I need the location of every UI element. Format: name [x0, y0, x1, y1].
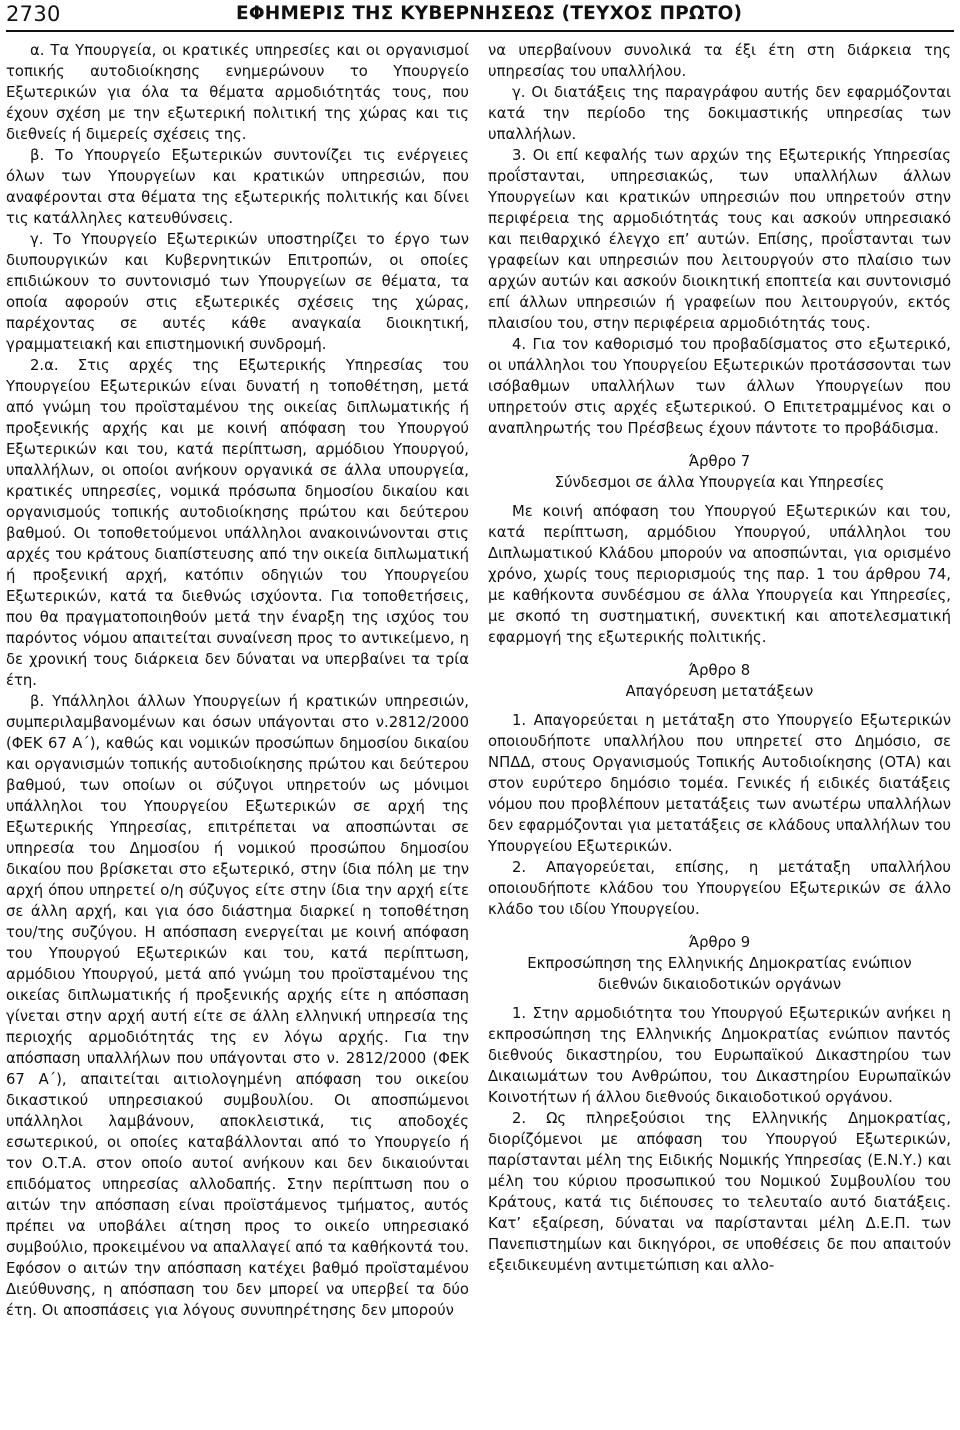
article-8-title: Απαγόρευση μετατάξεων — [625, 683, 814, 700]
paragraph-2b: β. Υπάλληλοι άλλων Υπουργείων ή κρατικών υπηρεσιών, συμπεριλαμβανομένων και όσων υπάγονται στο ν.2812/2000 (ΦΕΚ 67 Α΄), καθώς και νομικών προσώπων δημοσίου δικαίου και οργανισμών τοπικής αυτοδιοίκησης πρώτου και δεύτερου βαθμού, των οποίων οι σύζυγοι υπηρετούν ως μόνιμοι υπάλληλοι του Υπουργείου Εξωτερικών σε αρχή της Εξωτερικής Υπηρεσίας, επιτρέπεται να αποσπώνται σε υπηρεσία του Δημοσίου ή νομικού προσώπου δημοσίου δικαίου που βρίσκεται στο εξωτερικό, στην ίδια πόλη με την αρχή όπου υπηρετεί ο/η σύζυγος είτε στην ίδια την αρχή είτε σε άλλη αρχή, και για όσο διάστημα διαρκεί η τοποθέτηση του/της συζύγου. Η απόσπαση ενεργείται με κοινή απόφαση του Υπουργού Εξωτερικών και του, κατά περίπτωση, αρμόδιου Υπουργού, μετά από γνώμη του προϊσταμένου της οικείας διπλωματικής ή προξενικής αρχής είτε η απόσπαση γίνεται στην αρχή αυτή είτε σε άλλη ελληνική υπηρεσία της περιοχής αρμοδιότητάς της εν λόγω αρχής. Για την απόσπαση υπαλλήλων που υπάγονται στο ν. 2812/2000 (ΦΕΚ 67 Α΄), απαιτείται αιτιολογημένη απόφαση του οικείου δικαστικού υπηρεσιακού συμβουλίου. Οι αποσπώμενοι υπάλληλοι λαμβάνουν, αποκλειστικά, τις αποδοχές εσωτερικού, οι οποίες καταβάλλονται από το Υπουργείο ή τον Ο.Τ.Α. στον οποίο αυτοί ανήκουν και δεν δικαιούνται επιδόματος υπηρεσίας αλλοδαπής. Στην περίπτωση που ο αιτών την απόσπαση είναι προϊστάμενος τμήματος, αυτός πρέπει να υποβάλει αίτηση προς το οικείο υπηρεσιακό συμβούλιο, προκειμένου να απαλλαγεί από τα καθήκοντά του. Εφόσον ο αιτών την απόσπαση κατέχει βαθμό προϊσταμένου Διεύθυνσης, η απόσπαση του δεν μπορεί να υπερβεί τα δύο έτη. Οι αποσπάσεις για λόγους συνυπηρέτησης δεν μπορούν — [6, 693, 469, 1319]
article-8-number: Άρθρο 8 — [688, 662, 751, 679]
gazette-title: ΕΦΗΜΕΡΙΣ ΤΗΣ ΚΥΒΕΡΝΗΣΕΩΣ (ΤΕΥΧΟΣ ΠΡΩΤΟ) — [236, 3, 743, 24]
article-9-title-line-2: διεθνών δικαιοδοτικών οργάνων — [597, 976, 842, 993]
page-header — [0, 0, 960, 34]
right-column — [488, 40, 951, 1276]
article-9-number: Άρθρο 9 — [688, 934, 751, 951]
paragraph-4: 4. Για τον καθορισμό του προβαδίσματος στο εξωτερικό, οι υπάλληλοι του Υπουργείου Εξωτερικών προτάσσονται των ισόβαθμων υπαλλήλων των άλλων Υπουργείων που υπηρετούν στις αρχές εξωτερικού. Ο Επιτετραμμένος και ο αναπληρωτής του Πρέσβεως έχουν πάντοτε το προβάδισμα. — [488, 336, 951, 437]
paragraph-2a: 2.α. Στις αρχές της Εξωτερικής Υπηρεσίας του Υπουργείου Εξωτερικών είναι δυνατή η τοποθέτηση, μετά από γνώμη του προϊσταμένου της οικείας διπλωματικής ή προξενικής αρχής και με κοινή απόφαση του Υπουργού Εξωτερικών και του, κατά περίπτωση, αρμόδιου Υπουργού, υπαλλήλων, οι οποίοι ανήκουν οργανικά σε άλλα υπουργεία, κρατικές υπηρεσίες, νομικά πρόσωπα δημοσίου δικαίου και οργανισμούς τοπικής αυτοδιοίκησης πρώτου και δεύτερου βαθμού. Οι τοποθετούμενοι υπάλληλοι ανακοινώνονται στις αρχές του κράτους διαπίστευσης από την οικεία διπλωματική ή προξενική αρχή, κατόπιν οδηγιών του Υπουργείου Εξωτερικών, κατά τα διεθνώς ισχύοντα. Για τοποθετήσεις, που θα πραγματοποιηθούν μετά την έναρξη της ισχύος του παρόντος νόμου απαιτείται συναίνεση προς το αντικείμενο, η δε χρονική τους διάρκεια δεν δύναται να υπερβαίνει τα τρία έτη. — [6, 357, 469, 689]
paragraph-1a: α. Τα Υπουργεία, οι κρατικές υπηρεσίες και οι οργανισμοί τοπικής αυτοδιοίκησης ενημερώνουν το Υπουργείο Εξωτερικών για όλα τα θέματα αρμοδιότητάς τους, που έχουν σχέση με την εξωτερική πολιτική της χώρας και τις διεθνείς ή διμερείς σχέσεις της. — [6, 42, 469, 143]
paragraph-1b: β. Το Υπουργείο Εξωτερικών συντονίζει τις ενέργειες όλων των Υπουργείων και κρατικών υπηρεσιών, που αναφέρονται στα θέματα της εξωτερικής πολιτικής και δίνει τις κατάλληλες κατευθύνσεις. — [6, 147, 469, 227]
left-column — [6, 40, 469, 1321]
article-9-paragraph-1: 1. Στην αρμοδιότητα του Υπουργού Εξωτερικών ανήκει η εκπροσώπηση της Ελληνικής Δημοκρατίας ενώπιον παντός διεθνούς δικαστηρίου, του Ευρωπαϊκού Δικαστηρίου των Δικαιωμάτων του Ανθρώπου, του Δικαστηρίου Ευρωπαϊκών Κοινοτήτων ή άλλου διεθνούς δικαιοδοτικού οργάνου. — [488, 1005, 951, 1106]
header-rule — [6, 30, 954, 32]
page-number: 2730 — [6, 2, 61, 26]
article-7-title: Σύνδεσμοι σε άλλα Υπουργεία και Υπηρεσίες — [554, 474, 885, 491]
article-9-title-line-1: Εκπροσώπηση της Ελληνικής Δημοκρατίας ενώπιον — [527, 955, 912, 972]
article-8-paragraph-1: 1. Απαγορεύεται η μετάταξη στο Υπουργείο Εξωτερικών οποιουδήποτε υπαλλήλου που υπηρετεί στο Δημόσιο, σε ΝΠΔΔ, στους Οργανισμούς Τοπικής Αυτοδιοίκησης (ΟΤΑ) και στον ευρύτερο δημόσιο τομέα. Γενικές ή ειδικές διατάξεις νόμου που προβλέπουν μετατάξεις των ανωτέρω υπαλλήλων δεν εφαρμόζονται για μετατάξεις σε κλάδους υπαλλήλων του Υπουργείου Εξωτερικών. — [488, 712, 951, 855]
article-9-paragraph-2: 2. Ως πληρεξούσιοι της Ελληνικής Δημοκρατίας, διορίζόμενοι με απόφαση του Υπουργού Εξωτερικών, παρίστανται μέλη της Ειδικής Νομικής Υπηρεσίας (Ε.Ν.Υ.) και μέλη του κύριου προσωπικού του Νομικού Συμβουλίου του Κράτους, κατά τις διέπουσες το τελευταίο αυτό διατάξεις. Κατ’ εξαίρεση, δύναται να παρίστανται μέλη Δ.Ε.Π. των Πανεπιστημίων και δικηγόροι, σε υποθέσεις δε που απαιτούν εξειδικευμένη αντιμετώπιση και αλλο- — [488, 1110, 951, 1274]
paragraph-1c: γ. Το Υπουργείο Εξωτερικών υποστηρίζει το έργο των διυπουργικών και Κυβερνητικών Επιτροπών, οι οποίες επιδιώκουν το συντονισμό των Υπουργείων σε θέματα, τα οποία αφορούν στις εξωτερικές σχέσεις της χώρας, παρέχοντας σε αυτές κάθε αναγκαία διοικητική, γραμματειακή και επιστημονική συνδρομή. — [6, 231, 469, 353]
article-7-paragraph: Με κοινή απόφαση του Υπουργού Εξωτερικών και του, κατά περίπτωση, αρμόδιου Υπουργού, υπάλληλοι του Διπλωματικού Κλάδου μπορούν να αποσπώνται, για ορισμένο χρόνο, χωρίς τους περιορισμούς της παρ. 1 του άρθρου 74, με καθήκοντα συνδέσμου σε άλλα Υπουργεία και Υπηρεσίες, με σκοπό τη συστηματική, συνεκτική και αποτελεσματική εφαρμογή της εξωτερικής πολιτικής. — [488, 503, 951, 646]
article-8-paragraph-2: 2. Απαγορεύεται, επίσης, η μετάταξη υπαλλήλου οποιουδήποτε κλάδου του Υπουργείου Εξωτερικών σε άλλο κλάδο του ιδίου Υπουργείου. — [488, 859, 951, 918]
paragraph-2c: γ. Οι διατάξεις της παραγράφου αυτής δεν εφαρμόζονται κατά την περίοδο της δοκιμαστικής υπηρεσίας των υπαλλήλων. — [488, 84, 951, 143]
article-7-number: Άρθρο 7 — [688, 453, 751, 470]
paragraph-3: 3. Οι επί κεφαλής των αρχών της Εξωτερικής Υπηρεσίας προΐστανται, υπηρεσιακώς, των υπαλλήλων άλλων Υπουργείων και κρατικών υπηρεσιών που υπηρετούν στην περιφέρεια της αρμοδιότητάς τους και ασκούν υπηρεσιακό και πειθαρχικό έλεγχο επ’ αυτών. Επίσης, προΐστανται των γραφείων και υπηρεσιών που λειτουργούν στο πλαίσιο των αρχών αυτών και ασκούν διοικητική εποπτεία και συντονισμό επί άλλων υπηρεσιών ή γραφείων που λειτουργούν, εκτός πλαισίου του, στην περιφέρεια αρμοδιότητάς τους. — [488, 147, 951, 332]
paragraph-2b-continued: να υπερβαίνουν συνολικά τα έξι έτη στη διάρκεια της υπηρεσίας του υπαλλήλου. — [488, 42, 951, 80]
